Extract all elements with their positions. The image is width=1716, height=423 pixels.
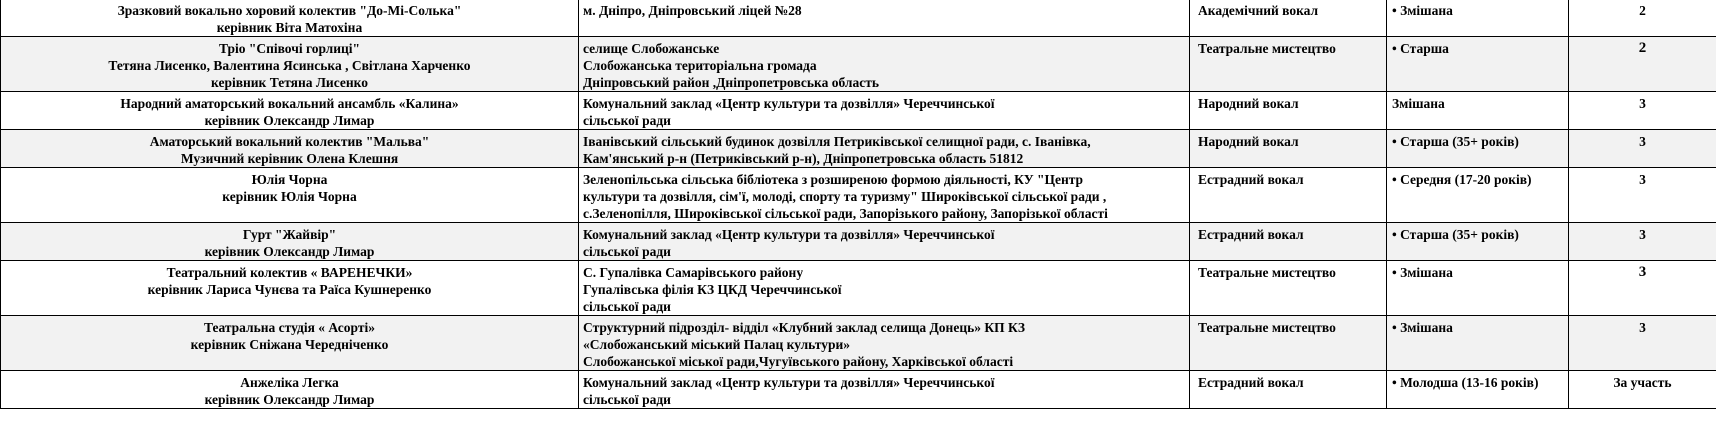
table-row [1,92,1716,130]
participant-detail: Тетяна Лисенко, Валентина Ясинська , Світлана Харченко [108,58,471,73]
location-line: Слобожанської міської ради,Чугуївського району, Харківської області [583,354,1014,369]
location-cell [579,223,1190,261]
participant-detail: керівник Віта Матохіна [216,20,363,35]
age-group-cell [1387,37,1569,92]
place-cell [1569,37,1716,92]
age-group-text: • Середня (17-20 років) [1392,172,1532,187]
participant-detail: керівник Лариса Чунєва та Раїса Кушнеренко [147,282,432,297]
results-table-body [1,0,1716,409]
participant-name: Театральний колектив « ВАРЕНЕЧКИ» [166,265,413,280]
participant-name: Гурт "Жайвір" [242,227,337,242]
place-cell [1569,0,1716,37]
location-line: С. Гупалівка Самарівського району [583,265,804,280]
place-text: 3 [1639,320,1646,335]
category-cell [1190,92,1387,130]
place-cell [1569,168,1716,223]
location-line: м. Дніпро, Дніпровський ліцей №28 [583,3,802,18]
location-line: сільської ради [583,299,671,314]
participant-cell [1,223,579,261]
age-group-text: • Змішана [1392,265,1453,280]
participant-detail: керівник Олександр Лимар [204,244,375,259]
place-text: 3 [1639,96,1646,111]
participant-name: Зразковий вокально хоровий колектив "До-Мі-Солька" [117,3,462,18]
location-line: Гупалівська філія КЗ ЦКД Череччинської [583,282,842,297]
age-group-cell [1387,261,1569,316]
category-text: Народний вокал [1198,134,1299,149]
participant-cell [1,168,579,223]
table-row [1,371,1716,409]
table-row [1,223,1716,261]
participant-name: Анжеліка Легка [240,375,339,390]
category-text: Естрадний вокал [1198,227,1304,242]
location-cell [579,316,1190,371]
location-line: Іванівський сільський будинок дозвілля Петриківської селищної ради, с. Іванівка, [583,134,1091,149]
participant-cell [1,130,579,168]
location-cell [579,0,1190,37]
participant-detail: керівник Тетяна Лисенко [211,75,368,90]
category-cell [1190,0,1387,37]
place-text: 3 [1639,134,1646,149]
place-cell [1569,261,1716,316]
location-line: Комунальний заклад «Центр культури та дозвілля» Череччинської [583,227,995,242]
participant-detail: керівник Сніжана Чередніченко [190,337,389,352]
participant-name: Народний аматорський вокальний ансамбль «Калина» [120,96,459,111]
table-row [1,0,1716,37]
age-group-cell [1387,0,1569,37]
participant-detail: керівник Олександр Лимар [204,392,375,407]
table-row [1,168,1716,223]
category-cell [1190,261,1387,316]
location-line: Кам'янський р-н (Петриківський р-н), Дніпропетровська область 51812 [583,151,1024,166]
place-text: За участь [1613,375,1672,390]
place-text: 2 [1639,3,1646,18]
place-cell [1569,130,1716,168]
participant-cell [1,0,579,37]
age-group-cell [1387,371,1569,409]
age-group-text: • Змішана [1392,320,1453,335]
age-group-text: • Старша [1392,41,1449,56]
participant-name: Театральна студія « Асорті» [203,320,376,335]
participant-cell [1,261,579,316]
place-text: 3 [1639,172,1646,187]
location-cell [579,37,1190,92]
place-cell [1569,223,1716,261]
location-cell [579,130,1190,168]
age-group-text: • Старша (35+ років) [1392,134,1519,149]
table-row [1,316,1716,371]
location-line: сільської ради [583,113,671,128]
category-text: Естрадний вокал [1198,172,1304,187]
location-line: сільської ради [583,244,671,259]
category-text: Народний вокал [1198,96,1299,111]
age-group-cell [1387,130,1569,168]
participant-cell [1,371,579,409]
category-text: Театральне мистецтво [1198,41,1336,56]
table-row [1,130,1716,168]
category-text: Естрадний вокал [1198,375,1304,390]
participant-detail: керівник Юлія Чорна [222,189,357,204]
category-cell [1190,371,1387,409]
participant-name: Юлія Чорна [251,172,328,187]
category-cell [1190,130,1387,168]
category-text: Академічний вокал [1198,3,1319,18]
location-line: сільської ради [583,392,671,407]
location-line: Структурний підрозділ- відділ «Клубний заклад селища Донець» КП КЗ [583,320,1025,335]
location-line: «Слобожанський міський Палац культури» [583,337,851,352]
location-cell [579,168,1190,223]
place-text: 2 [1638,40,1647,56]
participant-cell [1,92,579,130]
location-line: Дніпровський район ,Дніпропетровська область [583,75,880,90]
location-line: Зеленопільська сільська бібліотека з розширеною формою діяльності, КУ "Центр [583,172,1084,187]
location-line: Комунальний заклад «Центр культури та дозвілля» Череччинської [583,96,995,111]
participant-detail: Музичний керівник Олена Клешня [180,151,399,166]
age-group-cell [1387,223,1569,261]
age-group-cell [1387,168,1569,223]
location-line: с.Зеленопілля, Широківської сільської ради, Запорізького району, Запорізької області [583,206,1108,221]
location-cell [579,371,1190,409]
table-row [1,37,1716,92]
location-line: культури та дозвілля, сім'ї, молоді, спорту та туризму" Широківської сільської ради , [583,189,1107,204]
participant-name: Аматорський вокальний колектив "Мальва" [149,134,430,149]
category-cell [1190,316,1387,371]
category-text: Театральне мистецтво [1198,320,1336,335]
age-group-cell [1387,92,1569,130]
category-text: Театральне мистецтво [1198,265,1336,280]
location-cell [579,92,1190,130]
place-cell [1569,92,1716,130]
participant-name: Тріо "Співочі горлиці" [218,41,361,56]
place-cell [1569,371,1716,409]
category-cell [1190,223,1387,261]
location-line: Слобожанська територіальна громада [583,58,817,73]
age-group-text: • Старша (35+ років) [1392,227,1519,242]
participant-cell [1,37,579,92]
location-cell [579,261,1190,316]
category-cell [1190,168,1387,223]
age-group-cell [1387,316,1569,371]
table-row [1,261,1716,316]
age-group-text: Змішана [1392,96,1445,111]
place-text: 3 [1639,227,1646,242]
participant-cell [1,316,579,371]
location-line: селище Слобожанське [583,41,720,56]
participant-detail: керівник Олександр Лимар [204,113,375,128]
age-group-text: • Молодша (13-16 років) [1392,375,1539,390]
age-group-text: • Змішана [1392,3,1453,18]
location-line: Комунальний заклад «Центр культури та дозвілля» Череччинської [583,375,995,390]
category-cell [1190,37,1387,92]
place-text: 3 [1638,264,1647,280]
place-cell [1569,316,1716,371]
